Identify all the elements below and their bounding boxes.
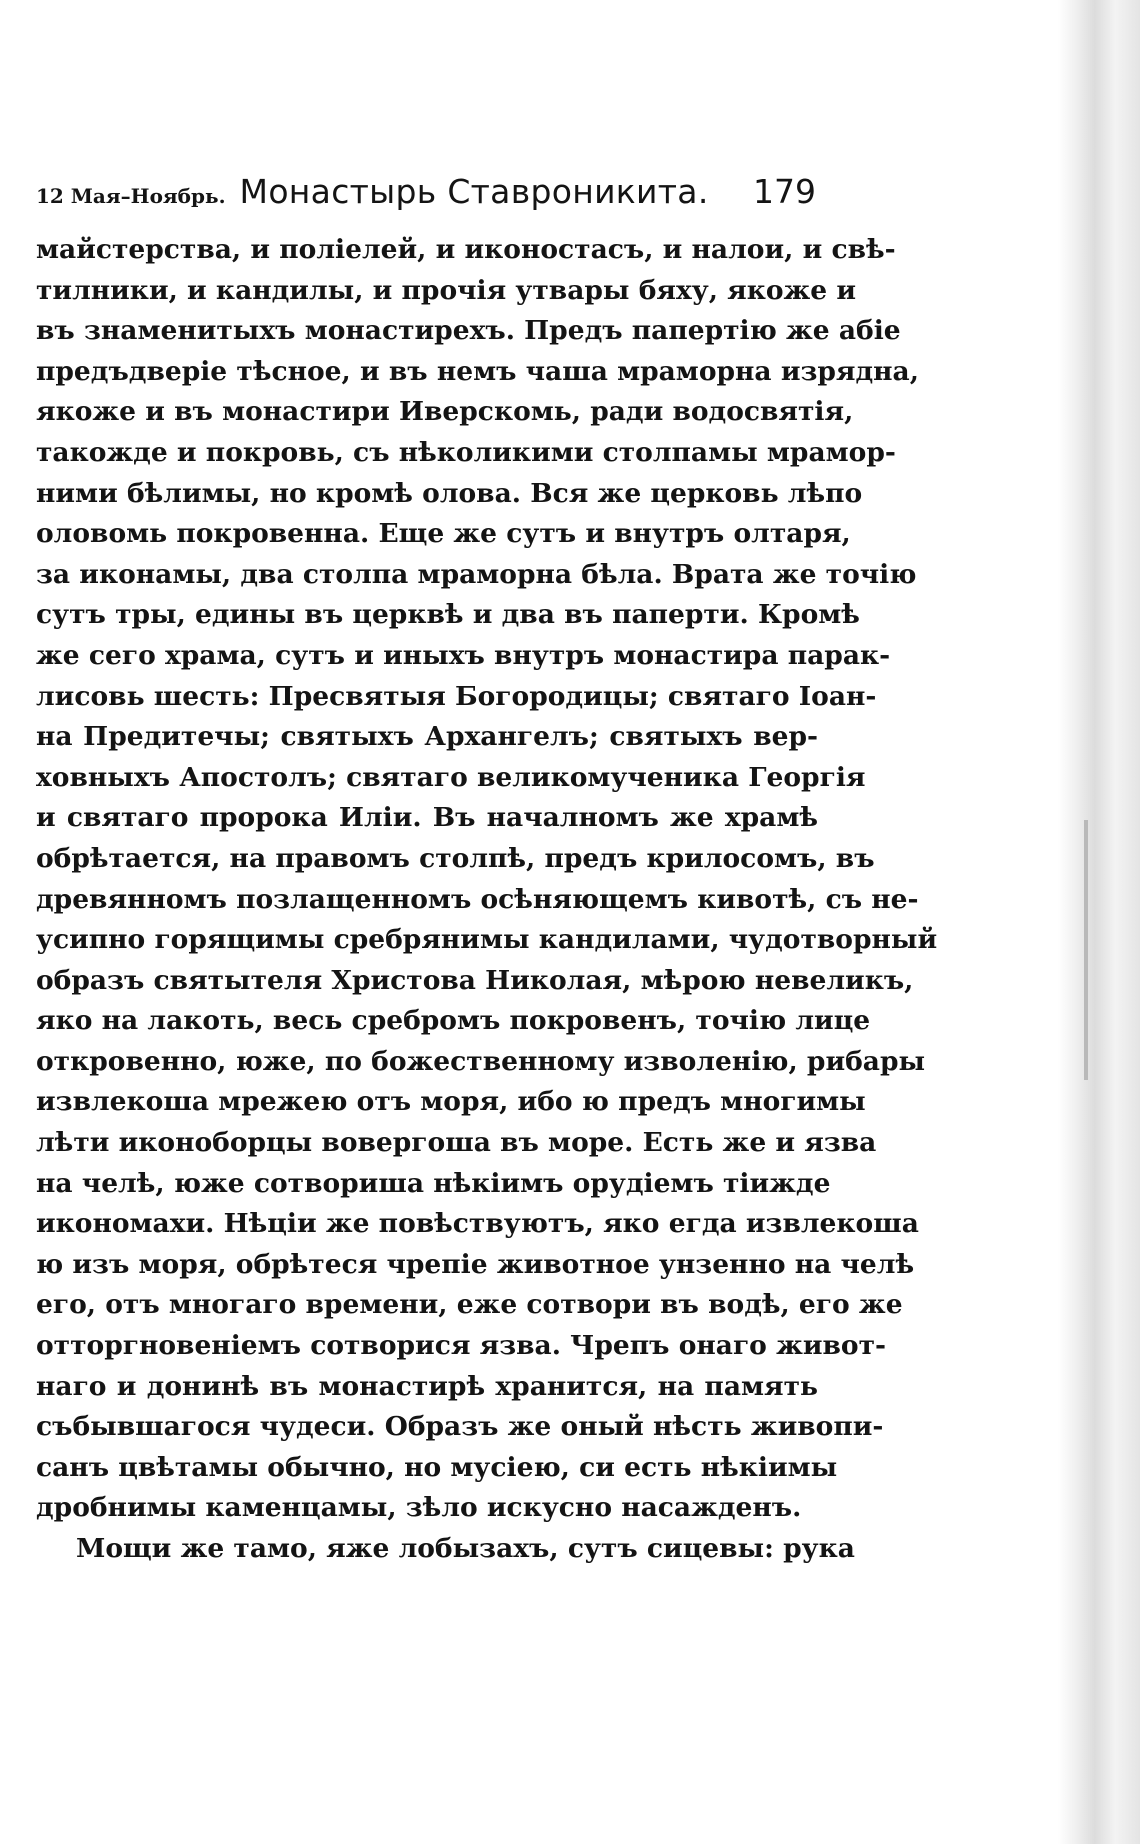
text-line: усипно горящимы сребрянимы кандилами, чудотворный	[36, 924, 938, 956]
text-line: лисовь шесть: Пресвятыя Богородицы; святаго Іоан-	[36, 680, 877, 712]
book-spine-shadow	[1058, 0, 1140, 1844]
text-line: на челѣ, юже сотвориша нѣкіимъ орудіемъ тіижде	[36, 1167, 831, 1199]
text-line: дробнимы каменцамы, зѣло искусно насажденъ.	[36, 1492, 802, 1524]
text-line: отторгновеніемъ сотворися язва. Чрепъ онаго живот-	[36, 1330, 887, 1362]
body-text	[36, 230, 938, 1570]
page-number: 179	[753, 172, 816, 211]
text-line: наго и донинѣ въ монастирѣ хранится, на память	[36, 1370, 818, 1402]
spine-margin-mark	[1084, 820, 1088, 1080]
running-head-title: Монастырь Ставроникита.	[239, 172, 709, 211]
text-line: образъ святытеля Христова Николая, мѣрою невеликъ,	[36, 964, 914, 996]
text-line: древянномъ позлащенномъ осѣняющемъ кивотѣ, съ не-	[36, 883, 919, 915]
text-line: его, отъ многаго времени, еже сотвори въ водѣ, его же	[36, 1289, 903, 1321]
text-line: Мощи же тамо, яже лобызахъ, сутъ сицевы: рука	[76, 1533, 855, 1564]
text-line: предъдверіе тѣсное, и въ немъ чаша мраморна изрядна,	[36, 355, 919, 387]
text-line: якоже и въ монастири Иверскомь, ради водосвятія,	[36, 396, 854, 428]
text-line: майстерства, и поліелей, и иконостасъ, и налои, и свѣ-	[36, 234, 896, 265]
text-line: събывшагося чудеси. Образъ же оный нѣсть живопи-	[36, 1411, 884, 1443]
text-line: лѣти иконоборцы вовергоша въ море. Есть же и язва	[36, 1127, 877, 1159]
running-head-date: 12 Мая–Ноябрь.	[36, 184, 226, 208]
text-line: извлекоша мрежею отъ моря, ибо ю предъ многимы	[36, 1086, 866, 1118]
text-line: на Предитечы; святыхъ Архангелъ; святыхъ вер-	[36, 721, 818, 753]
text-line: сутъ тры, едины въ церквѣ и два въ паперти. Кромѣ	[36, 599, 860, 631]
text-line: ю изъ моря, обрѣтеся чрепіе животное унзенно на челѣ	[36, 1248, 915, 1280]
text-line: ними бѣлимы, но кромѣ олова. Вся же церковь лѣпо	[36, 477, 863, 509]
text-line: такожде и покровь, съ нѣколикими столпамы мрамор-	[36, 436, 896, 468]
text-line: санъ цвѣтамы обычно, но мусіею, си есть нѣкіимы	[36, 1451, 838, 1483]
book-page	[36, 172, 938, 1570]
text-line: тилники, и кандилы, и прочія утвары бяху, якоже и	[36, 274, 857, 306]
text-line: и святаго пророка Иліи. Въ началномъ же храмѣ	[36, 802, 818, 834]
text-line: икономахи. Нѣціи же повѣствуютъ, яко егда извлекоша	[36, 1208, 919, 1240]
text-line: откровенно, юже, по божественному изволенію, рибары	[36, 1045, 926, 1077]
running-head	[36, 172, 818, 216]
text-line: за иконамы, два столпа мраморна бѣла. Врата же точію	[36, 558, 917, 590]
text-line: яко на лакоть, весь сребромъ покровенъ, точію лице	[36, 1005, 871, 1037]
text-line: въ знаменитыхъ монастирехъ. Предъ папертію же абіе	[36, 315, 901, 347]
text-line: же сего храма, сутъ и иныхъ внутръ монастира парак-	[36, 639, 891, 671]
text-line: оловомь покровенна. Еще же сутъ и внутръ олтаря,	[36, 518, 851, 550]
text-line: ховныхъ Апостолъ; святаго великомученика Георгія	[36, 761, 866, 793]
text-line: обрѣтается, на правомъ столпѣ, предъ крилосомъ, въ	[36, 842, 875, 874]
